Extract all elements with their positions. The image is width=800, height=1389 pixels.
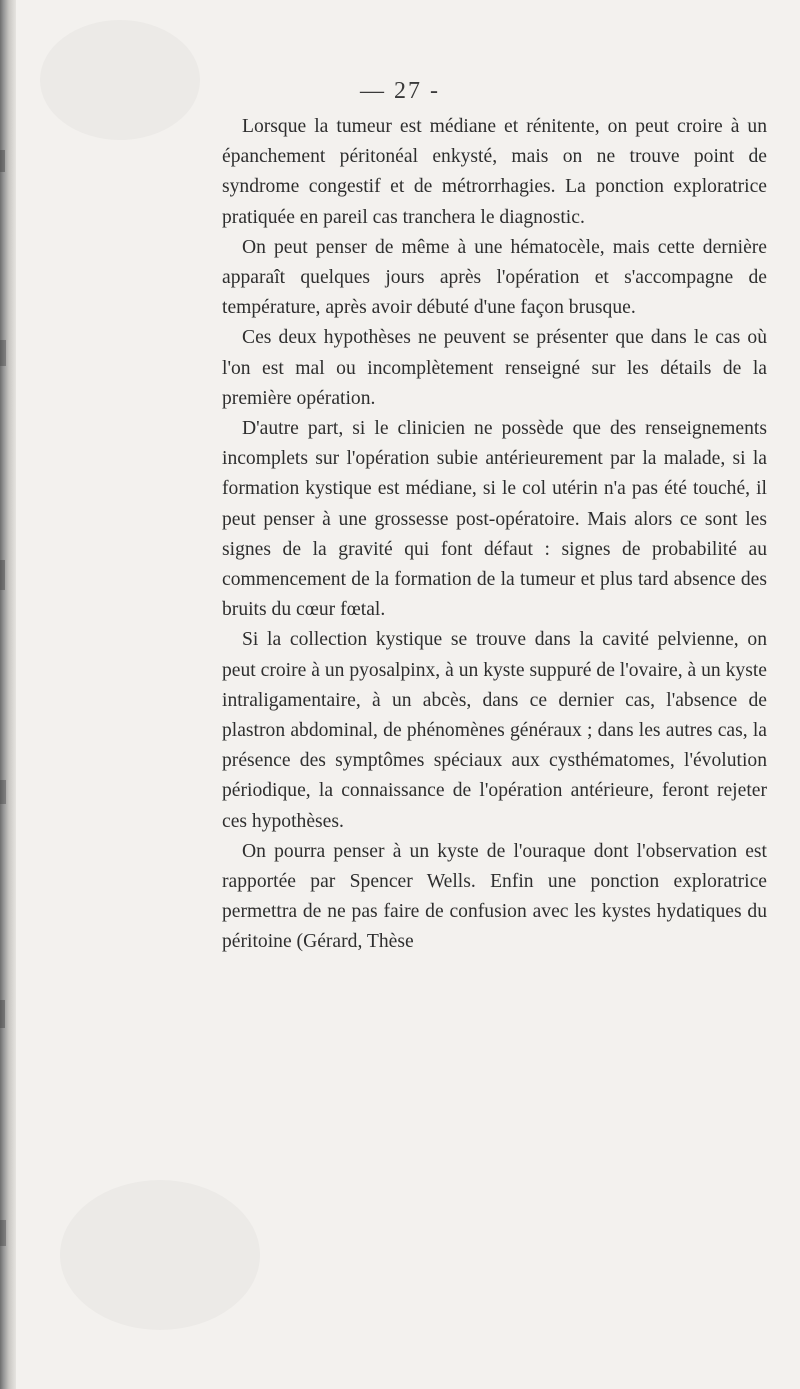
paragraph: Ces deux hypothèses ne peuvent se présenter que dans le cas où l'on est mal ou incomplètement renseigné sur les détails de la première opération. (222, 327, 767, 409)
paragraph: On peut penser de même à une hématocèle, mais cette dernière apparaît quelques jours après l'opération et s'accompagne de température, après avoir débuté d'une façon brusque. (222, 236, 767, 319)
body-text (222, 112, 767, 958)
paragraph: D'autre part, si le clinicien ne possède que des renseignements incomplets sur l'opération subie antérieurement par la malade, si la formation kystique est médiane, si le col utérin n'a pas été touché, il peut penser à une grossesse post-opératoire. Mais alors ce sont les signes de la gravité qui font défaut : signes de probabilité au commencement de la formation de la tumeur et plus tard absence des bruits du cœur fœtal. (222, 418, 767, 621)
paragraph: Lorsque la tumeur est médiane et rénitente, on peut croire à un épanchement péritonéal enkysté, mais on ne trouve point de syndrome congestif et de métrorrhagies. La ponction exploratrice pratiquée en pareil cas tranchera le diagnostic. (222, 116, 767, 228)
page-number: — 27 - (360, 78, 440, 104)
paragraph: On pourra penser à un kyste de l'ouraque dont l'observation est rapportée par Spencer Wells. Enfin une ponction exploratrice permettra de ne pas faire de confusion avec les kystes hydatiques du péritoine (Gérard, Thèse (222, 840, 767, 953)
paragraph: Si la collection kystique se trouve dans la cavité pelvienne, on peut croire à un pyosalpinx, à un kyste suppuré de l'ovaire, à un kyste intraligamentaire, à un abcès, dans ce dernier cas, l'absence de plastron abdominal, de phénomènes généraux ; dans les autres cas, la présence des symptômes spéciaux aux cysthématomes, l'évolution périodique, la connaissance de l'opération antérieure, feront rejeter ces hypothèses. (222, 629, 767, 832)
